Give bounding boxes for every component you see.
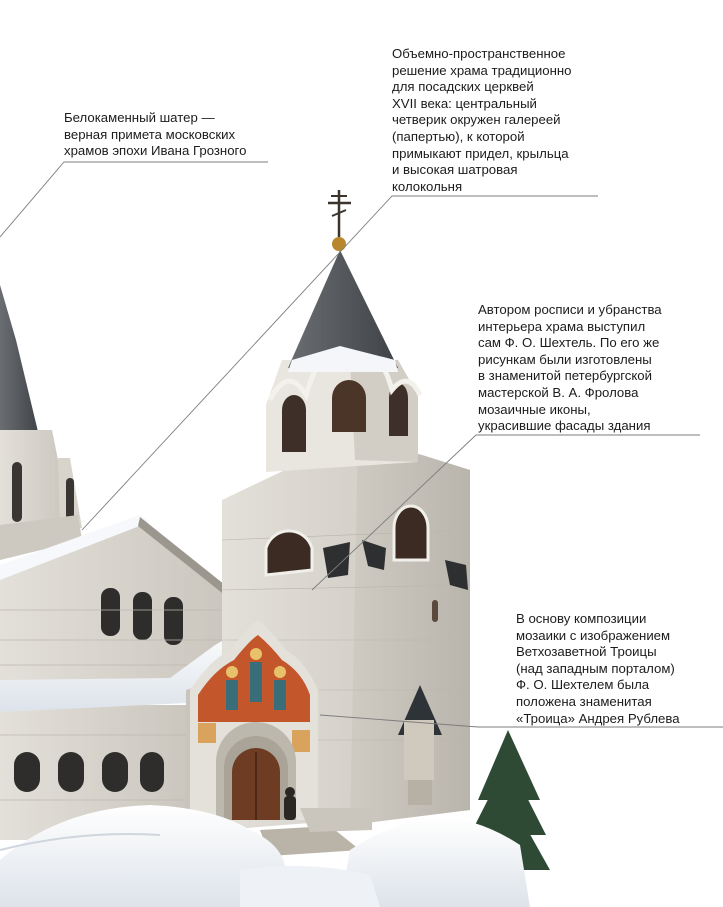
caption-line: сам Ф. О. Шехтель. По его же xyxy=(478,335,660,351)
caption-line: и высокая шатровая xyxy=(392,162,518,178)
caption-line: решение храма традиционно xyxy=(392,62,572,78)
caption-tent-roof xyxy=(64,110,246,160)
caption-line: в знаменитой петербургской xyxy=(478,368,653,384)
caption-line: для посадских церквей xyxy=(392,79,534,95)
caption-line: Белокаменный шатер — xyxy=(64,110,215,125)
caption-line: храмов эпохи Ивана Грозного xyxy=(64,143,247,159)
caption-line: Ветхозаветной Троицы xyxy=(516,644,657,660)
caption-line: мозаики с изображением xyxy=(516,627,671,643)
caption-line: Объемно-пространственное xyxy=(392,46,566,61)
caption-mosaic-composition xyxy=(516,611,680,727)
caption-line: Ф. О. Шехтелем была xyxy=(516,677,650,693)
caption-line: мозаичные иконы, xyxy=(478,401,591,417)
caption-line: интерьера храма выступил xyxy=(478,318,646,334)
caption-line: В основу композиции xyxy=(516,611,647,626)
caption-line: положена знаменитая xyxy=(516,693,652,709)
caption-line: верная примета московских xyxy=(64,126,236,142)
caption-line: колокольня xyxy=(392,178,463,194)
caption-line: «Троица» Андрея Рублева xyxy=(516,710,680,726)
caption-line: примыкают придел, крыльца xyxy=(392,145,569,161)
caption-line: (над западным порталом) xyxy=(516,660,675,676)
caption-line: рисункам были изготовлены xyxy=(478,351,652,367)
caption-line: (папертью), к которой xyxy=(392,128,525,144)
caption-line: мастерской В. А. Фролова xyxy=(478,384,639,400)
caption-line: Автором росписи и убранства xyxy=(478,302,662,317)
caption-line: XVII века: центральный xyxy=(392,95,537,111)
left-tent-tower xyxy=(0,285,82,560)
caption-line: украсившие фасады здания xyxy=(478,418,651,434)
caption-line: четверик окружен галереей xyxy=(392,112,561,128)
caption-interior-author xyxy=(478,302,662,435)
caption-spatial-solution xyxy=(392,46,571,195)
